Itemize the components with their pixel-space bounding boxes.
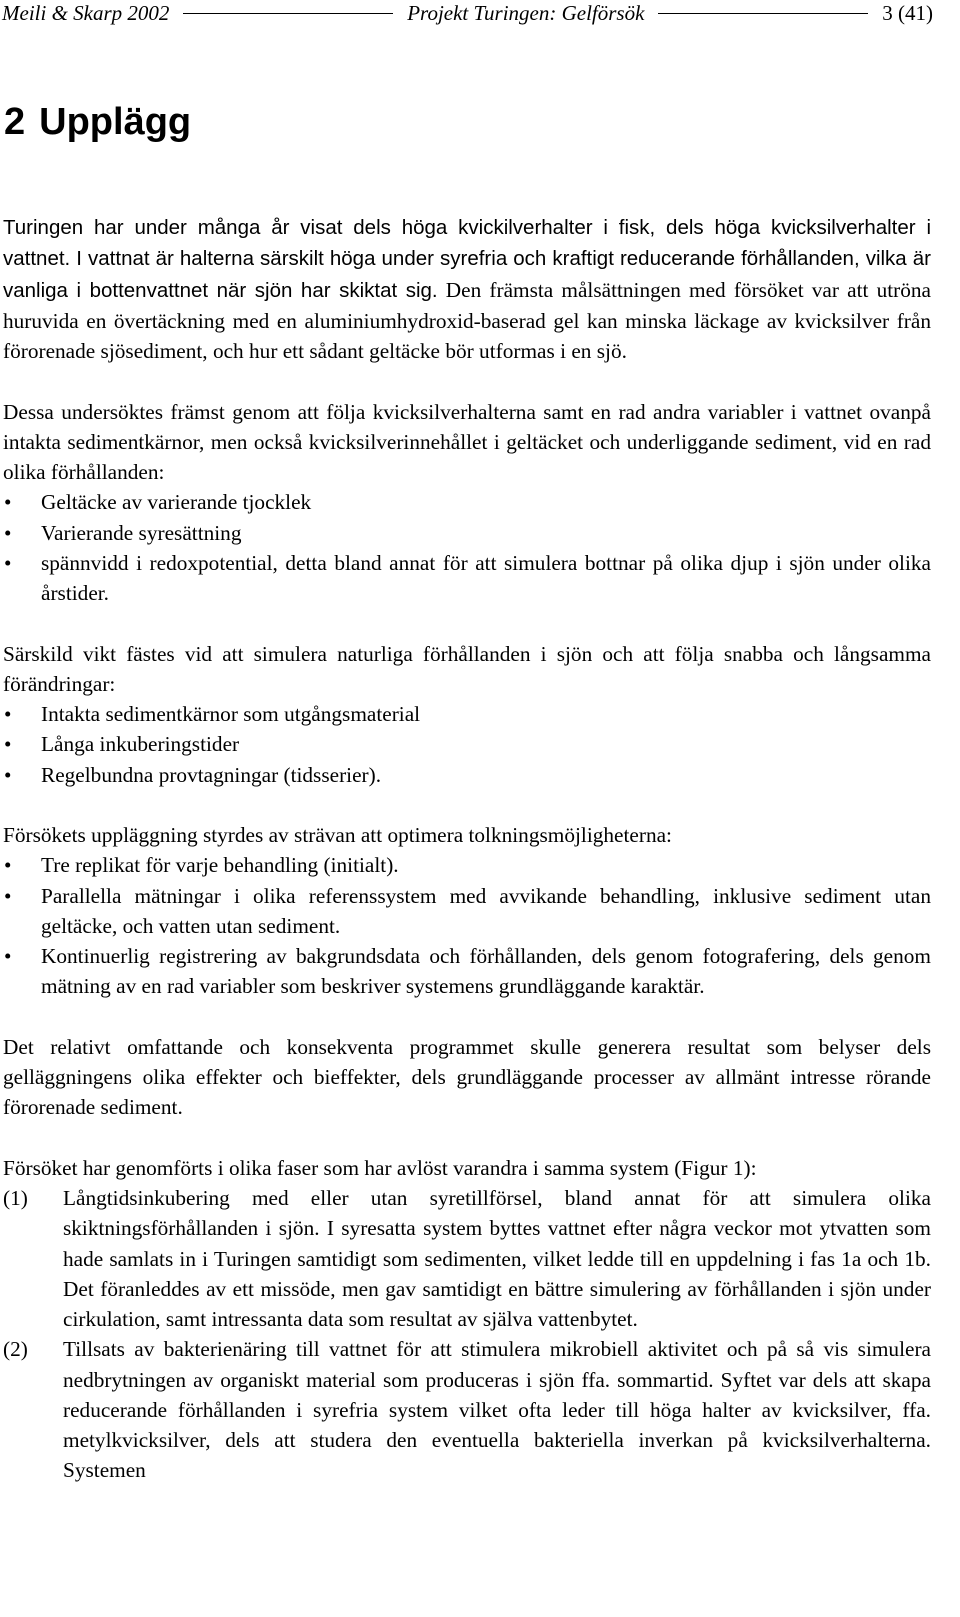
chapter-heading [4, 98, 191, 146]
header-authors: Meili & Skarp 2002 [2, 0, 170, 25]
bullet-icon: • [4, 762, 12, 787]
phase-item [3, 1334, 931, 1485]
list-item-text: Regelbundna provtagningar (tidsserier). [41, 762, 382, 787]
header-rule-left [183, 13, 393, 14]
list-item-text: Parallella mätningar i olika referenssystem med avvikande behandling, inklusive sediment utan geltäcke, och vatten utan sediment. [41, 883, 931, 938]
phase-item [3, 1183, 931, 1334]
phases-list [3, 1183, 931, 1486]
document-body [3, 212, 931, 1486]
bullet-icon: • [4, 490, 12, 515]
bullet-icon: • [4, 853, 12, 878]
list-item-text: Geltäcke av varierande tjocklek [41, 490, 312, 515]
variables-paragraph: Dessa undersöktes främst genom att följa kvicksilverhalterna samt en rad andra variabler i vattnet ovanpå intakta sedimentkärnor, men också kvicksilverinnehållet i geltäcket och underliggande sediment, vid en rad olika förhållanden: [3, 399, 931, 484]
header-page-number: 3 (41) [882, 0, 934, 25]
bullet-icon: • [4, 702, 12, 726]
list-item-text: Varierande syresättning [41, 520, 242, 545]
bullet-icon: • [4, 883, 12, 908]
bullet-icon: • [4, 520, 12, 545]
list-item [3, 850, 931, 880]
list-item-text: Kontinuerlig registrering av bakgrundsdata och förhållanden, dels genom fotografering, dels genom mätning av en rad variabler som beskriver systemens grundläggande karaktär. [41, 944, 931, 999]
list-item [3, 760, 931, 790]
intro-serif-text: Den främsta målsättningen med försöket var att utröna huruvida en övertäckning med en aluminiumhydroxid-baserad gel kan minska läckage av kvicksilver från förorenade sjösediment, och hur ett sådant geltäcke bör utformas i en sjö. [3, 277, 931, 363]
variables-bullet-list [3, 487, 931, 608]
list-item [3, 699, 931, 729]
header-project-title: Projekt Turingen: Gelförsök [407, 0, 645, 25]
chapter-title: Upplägg [39, 101, 192, 143]
phase-number: (1) [3, 1186, 28, 1210]
list-item [3, 487, 931, 517]
list-item [3, 548, 931, 609]
phases-paragraph: Försöket har genomförts i olika faser som har avlöst varandra i samma system (Figur 1): [3, 1155, 757, 1180]
bullet-icon: • [4, 944, 12, 968]
bullet-icon: • [4, 550, 12, 575]
header-rule-right [658, 13, 868, 14]
intro-paragraph [3, 212, 931, 366]
phase-text: Långtidsinkubering med eller utan syretillförsel, bland annat för att simulera olika skiktningsförhållanden i sjön. I syresatta system byttes vattnet efter några veckor mot ytvatten som hade samlats in i Turingen samtidigt som sedimenten, vilket ledde till en uppdelning i fas 1a och 1b. Det föranleddes av ett missöde, men gav samtidigt en bättre simulering av förhållanden i sjön under cirkulation, samt intressanta data som resultat av själva vattenbytet. [63, 1186, 931, 1331]
list-item-text: Långa inkuberingstider [41, 732, 240, 757]
phase-number: (2) [3, 1337, 28, 1362]
list-item [3, 941, 931, 1002]
program-paragraph: Det relativt omfattande och konsekventa programmet skulle generera resultat som belyser dels gelläggningens olika effekter och bieffekter, dels grundläggande processer av allmänt intresse rörande förorenade sediment. [3, 1034, 931, 1120]
running-header [2, 0, 933, 26]
design-paragraph: Försökets uppläggning styrdes av strävan att optimera tolkningsmöjligheterna: [3, 823, 672, 847]
list-item-text: Intakta sedimentkärnor som utgångsmaterial [41, 702, 421, 726]
phase-text: Tillsats av bakterienäring till vattnet för att stimulera mikrobiell aktivitet och på så vis simulera nedbrytningen av organiskt material som produceras i sjön ffa. sommartid. Syftet var dels att skapa reducerande förhållanden i syrefria system vilket ofta leder till höga halter av kvicksilver, ffa. metylkvicksilver, dels att studera den eventuella bakteriella inverkan på kvicksilverhalterna. Systemen [63, 1337, 931, 1483]
chapter-number: 2 [4, 101, 26, 143]
design-bullet-list [3, 850, 931, 1001]
list-item [3, 881, 931, 942]
list-item [3, 518, 931, 548]
bullet-icon: • [4, 732, 12, 757]
natural-conditions-paragraph: Särskild vikt fästes vid att simulera naturliga förhållanden i sjön och att följa snabba och långsamma förändringar: [3, 641, 931, 696]
list-item [3, 729, 931, 759]
natural-conditions-bullet-list [3, 699, 931, 790]
list-item-text: Tre replikat för varje behandling (initialt). [41, 853, 399, 878]
intro-sans-text: Turingen har under många år visat dels höga kvickilverhalter i fisk, dels höga kvicksilverhalter i vattnet. I vattnat är halterna särskilt höga under syrefria och kraftigt reducerande förhållanden, vilka är vanliga i bottenvattnet när sjön har skiktat sig. [3, 216, 931, 302]
list-item-text: spännvidd i redoxpotential, detta bland annat för att simulera bottnar på olika djup i sjön under olika årstider. [41, 550, 931, 605]
